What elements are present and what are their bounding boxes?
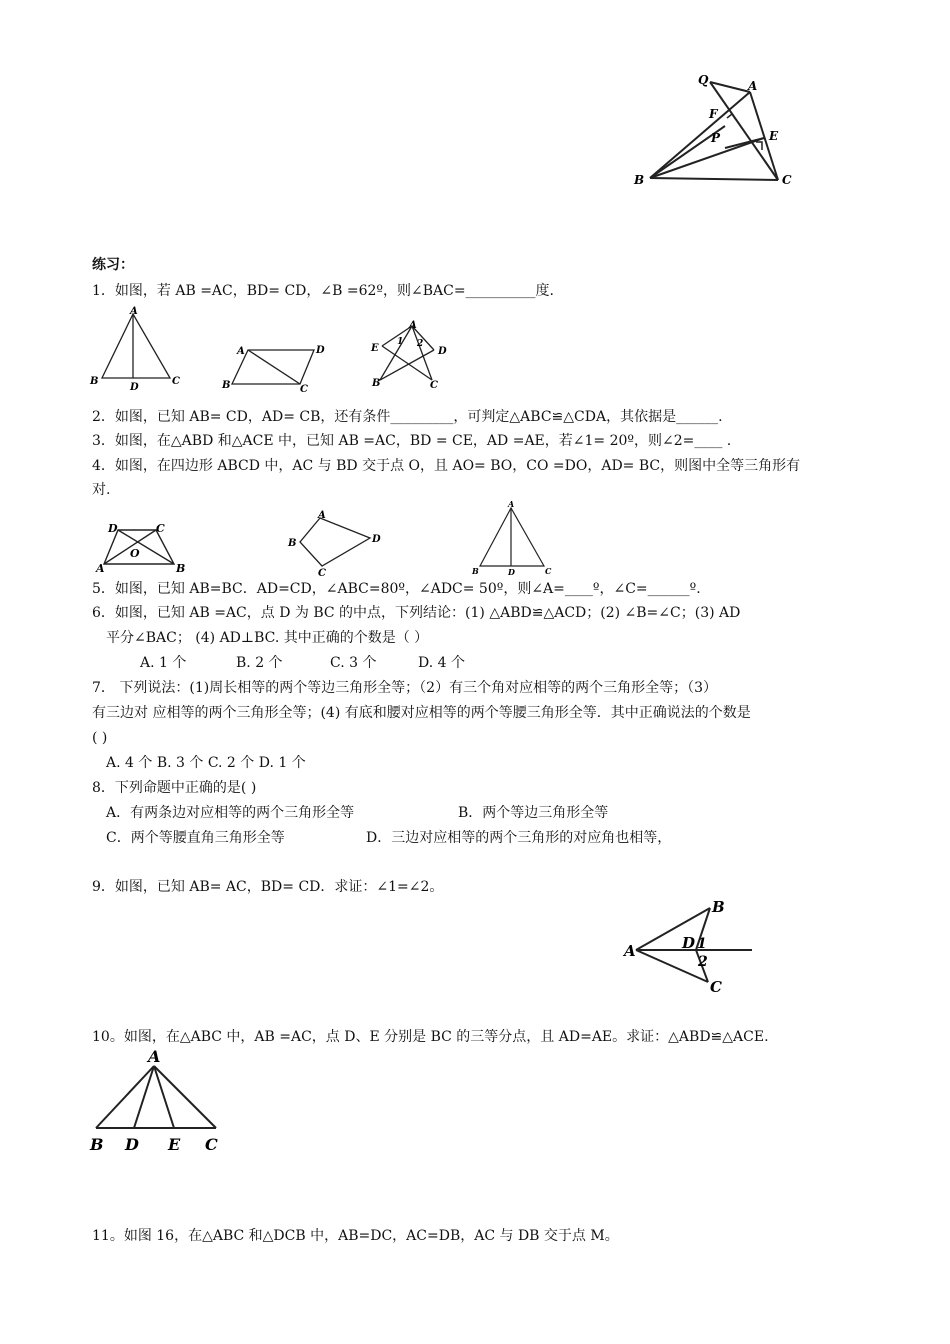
problem-8-option-b: B．两个等边三角形全等: [458, 805, 609, 821]
f4-label-A: A: [96, 562, 105, 575]
top-label-Q: Q: [698, 73, 709, 87]
f1-label-A: A: [130, 306, 138, 317]
problem-6-option-c: C. 3 个: [330, 655, 377, 671]
section-title: 练习：: [92, 257, 134, 273]
figure-9: [622, 896, 762, 1000]
problem-6-line-2: 平分∠BAC； (4) AD⊥BC. 其中正确的个数是（ ）: [106, 630, 429, 646]
problem-8-option-c: C．两个等腰直角三角形全等: [106, 830, 285, 846]
problem-8: 8．下列命题中正确的是( ): [92, 780, 257, 796]
problem-4-line-2: 对.: [92, 482, 111, 498]
problem-8-option-d: D．三边对应相等的两个三角形的对应角也相等，: [366, 830, 672, 846]
f5-label-C: C: [318, 568, 326, 579]
f1-label-B: B: [90, 376, 99, 387]
problem-2: 2．如图，已知 AB= CD，AD= CB，还有条件_________，可判定△ABC≌△CDA，其依据是______.: [92, 409, 723, 425]
f4-label-D: D: [108, 522, 118, 535]
f1-label-C: C: [172, 376, 180, 387]
f3-label-A: A: [409, 320, 417, 331]
f9-label-D: D: [682, 934, 696, 952]
f4-label-O: O: [130, 547, 140, 560]
f10-label-E: E: [168, 1135, 181, 1154]
f9-label-A: A: [624, 942, 636, 960]
top-label-C: C: [782, 173, 792, 187]
f3-label-E: E: [371, 343, 379, 354]
f6-label-C: C: [545, 566, 552, 576]
top-label-P: P: [711, 131, 721, 145]
f2-label-D: D: [316, 345, 325, 356]
f6-label-D: D: [508, 567, 515, 577]
f1-label-D: D: [130, 382, 139, 393]
f5-label-D: D: [372, 534, 381, 545]
f2-label-B: B: [222, 380, 231, 391]
f3-label-C: C: [430, 380, 438, 391]
top-label-B: B: [634, 173, 645, 187]
f10-label-C: C: [205, 1135, 218, 1154]
figure-6: [466, 498, 556, 578]
top-label-A: A: [748, 79, 758, 93]
f4-label-B: B: [176, 562, 186, 575]
f3-label-B: B: [372, 378, 381, 389]
top-label-F: F: [709, 107, 718, 121]
problem-6-option-d: D. 4 个: [418, 655, 465, 671]
problem-11: 11。如图 16，在△ABC 和△DCB 中，AB=DC，AC=DB，AC 与 DB 交于点 M。: [92, 1228, 619, 1244]
figure-10: [88, 1046, 228, 1154]
f9-label-B: B: [712, 898, 725, 916]
f3-label-1: 1: [397, 337, 404, 347]
figure-2: [220, 336, 330, 395]
figure-1: [90, 306, 190, 393]
f3-label-D: D: [438, 346, 447, 357]
problem-8-option-a: A．有两条边对应相等的两个三角形全等: [106, 805, 355, 821]
f5-label-B: B: [288, 538, 297, 549]
problem-7-options: A. 4 个 B. 3 个 C. 2 个 D. 1 个: [106, 755, 306, 771]
f3-label-2: 2: [417, 339, 424, 349]
f2-label-A: A: [237, 346, 245, 357]
f4-label-C: C: [156, 522, 165, 535]
f5-label-A: A: [318, 510, 326, 521]
figure-5: [286, 508, 386, 579]
f2-label-C: C: [300, 384, 308, 395]
f10-label-B: B: [90, 1135, 104, 1154]
problem-6-option-a: A. 1 个: [140, 655, 187, 671]
problem-7-line-1: 7． 下列说法：(1)周长相等的两个等边三角形全等；（2）有三个角对应相等的两个三角形全等；（3）: [92, 680, 718, 696]
f9-label-2: 2: [698, 954, 708, 970]
problem-9: 9．如图，已知 AB= AC，BD= CD．求证：∠1=∠2。: [92, 879, 444, 895]
figure-3: [368, 318, 458, 392]
top-label-E: E: [769, 129, 779, 143]
f10-label-D: D: [125, 1135, 139, 1154]
f6-label-B: B: [472, 566, 479, 576]
f6-label-A: A: [508, 499, 515, 509]
top-figure: [630, 70, 800, 190]
problem-5: 5．如图，已知 AB=BC．AD=CD，∠ABC=80º，∠ADC= 50º，则∠A=____º，∠C=______º.: [92, 581, 701, 597]
problem-3: 3．如图，在△ABD 和△ACE 中，已知 AB =AC，BD = CE，AD =AE，若∠1= 20º，则∠2=____ .: [92, 433, 732, 449]
f9-label-C: C: [710, 978, 722, 996]
figure-4: [96, 520, 186, 576]
problem-6-line-1: 6．如图，已知 AB =AC，点 D 为 BC 的中点，下列结论：(1) △ABD≌△ACD；(2) ∠B=∠C；(3) AD: [92, 605, 741, 621]
problem-4-line-1: 4．如图，在四边形 ABCD 中，AC 与 BD 交于点 O，且 AO= BO，CO =DO，AD= BC，则图中全等三角形有: [92, 458, 801, 474]
problem-7-line-2: 有三边对 应相等的两个三角形全等；(4) 有底和腰对应相等的两个等腰三角形全等．其中正确说法的个数是: [92, 705, 751, 721]
problem-1: 1．如图，若 AB =AC，BD= CD，∠B =62º，则∠BAC=__________度.: [92, 283, 555, 299]
f10-label-A: A: [148, 1047, 161, 1066]
problem-6-option-b: B. 2 个: [236, 655, 283, 671]
f9-label-1: 1: [697, 936, 707, 952]
problem-10: 10。如图，在△ABC 中，AB =AC，点 D、E 分别是 BC 的三等分点，且 AD=AE。求证：△ABD≌△ACE.: [92, 1029, 769, 1045]
problem-7-line-3: ( ): [92, 730, 108, 746]
